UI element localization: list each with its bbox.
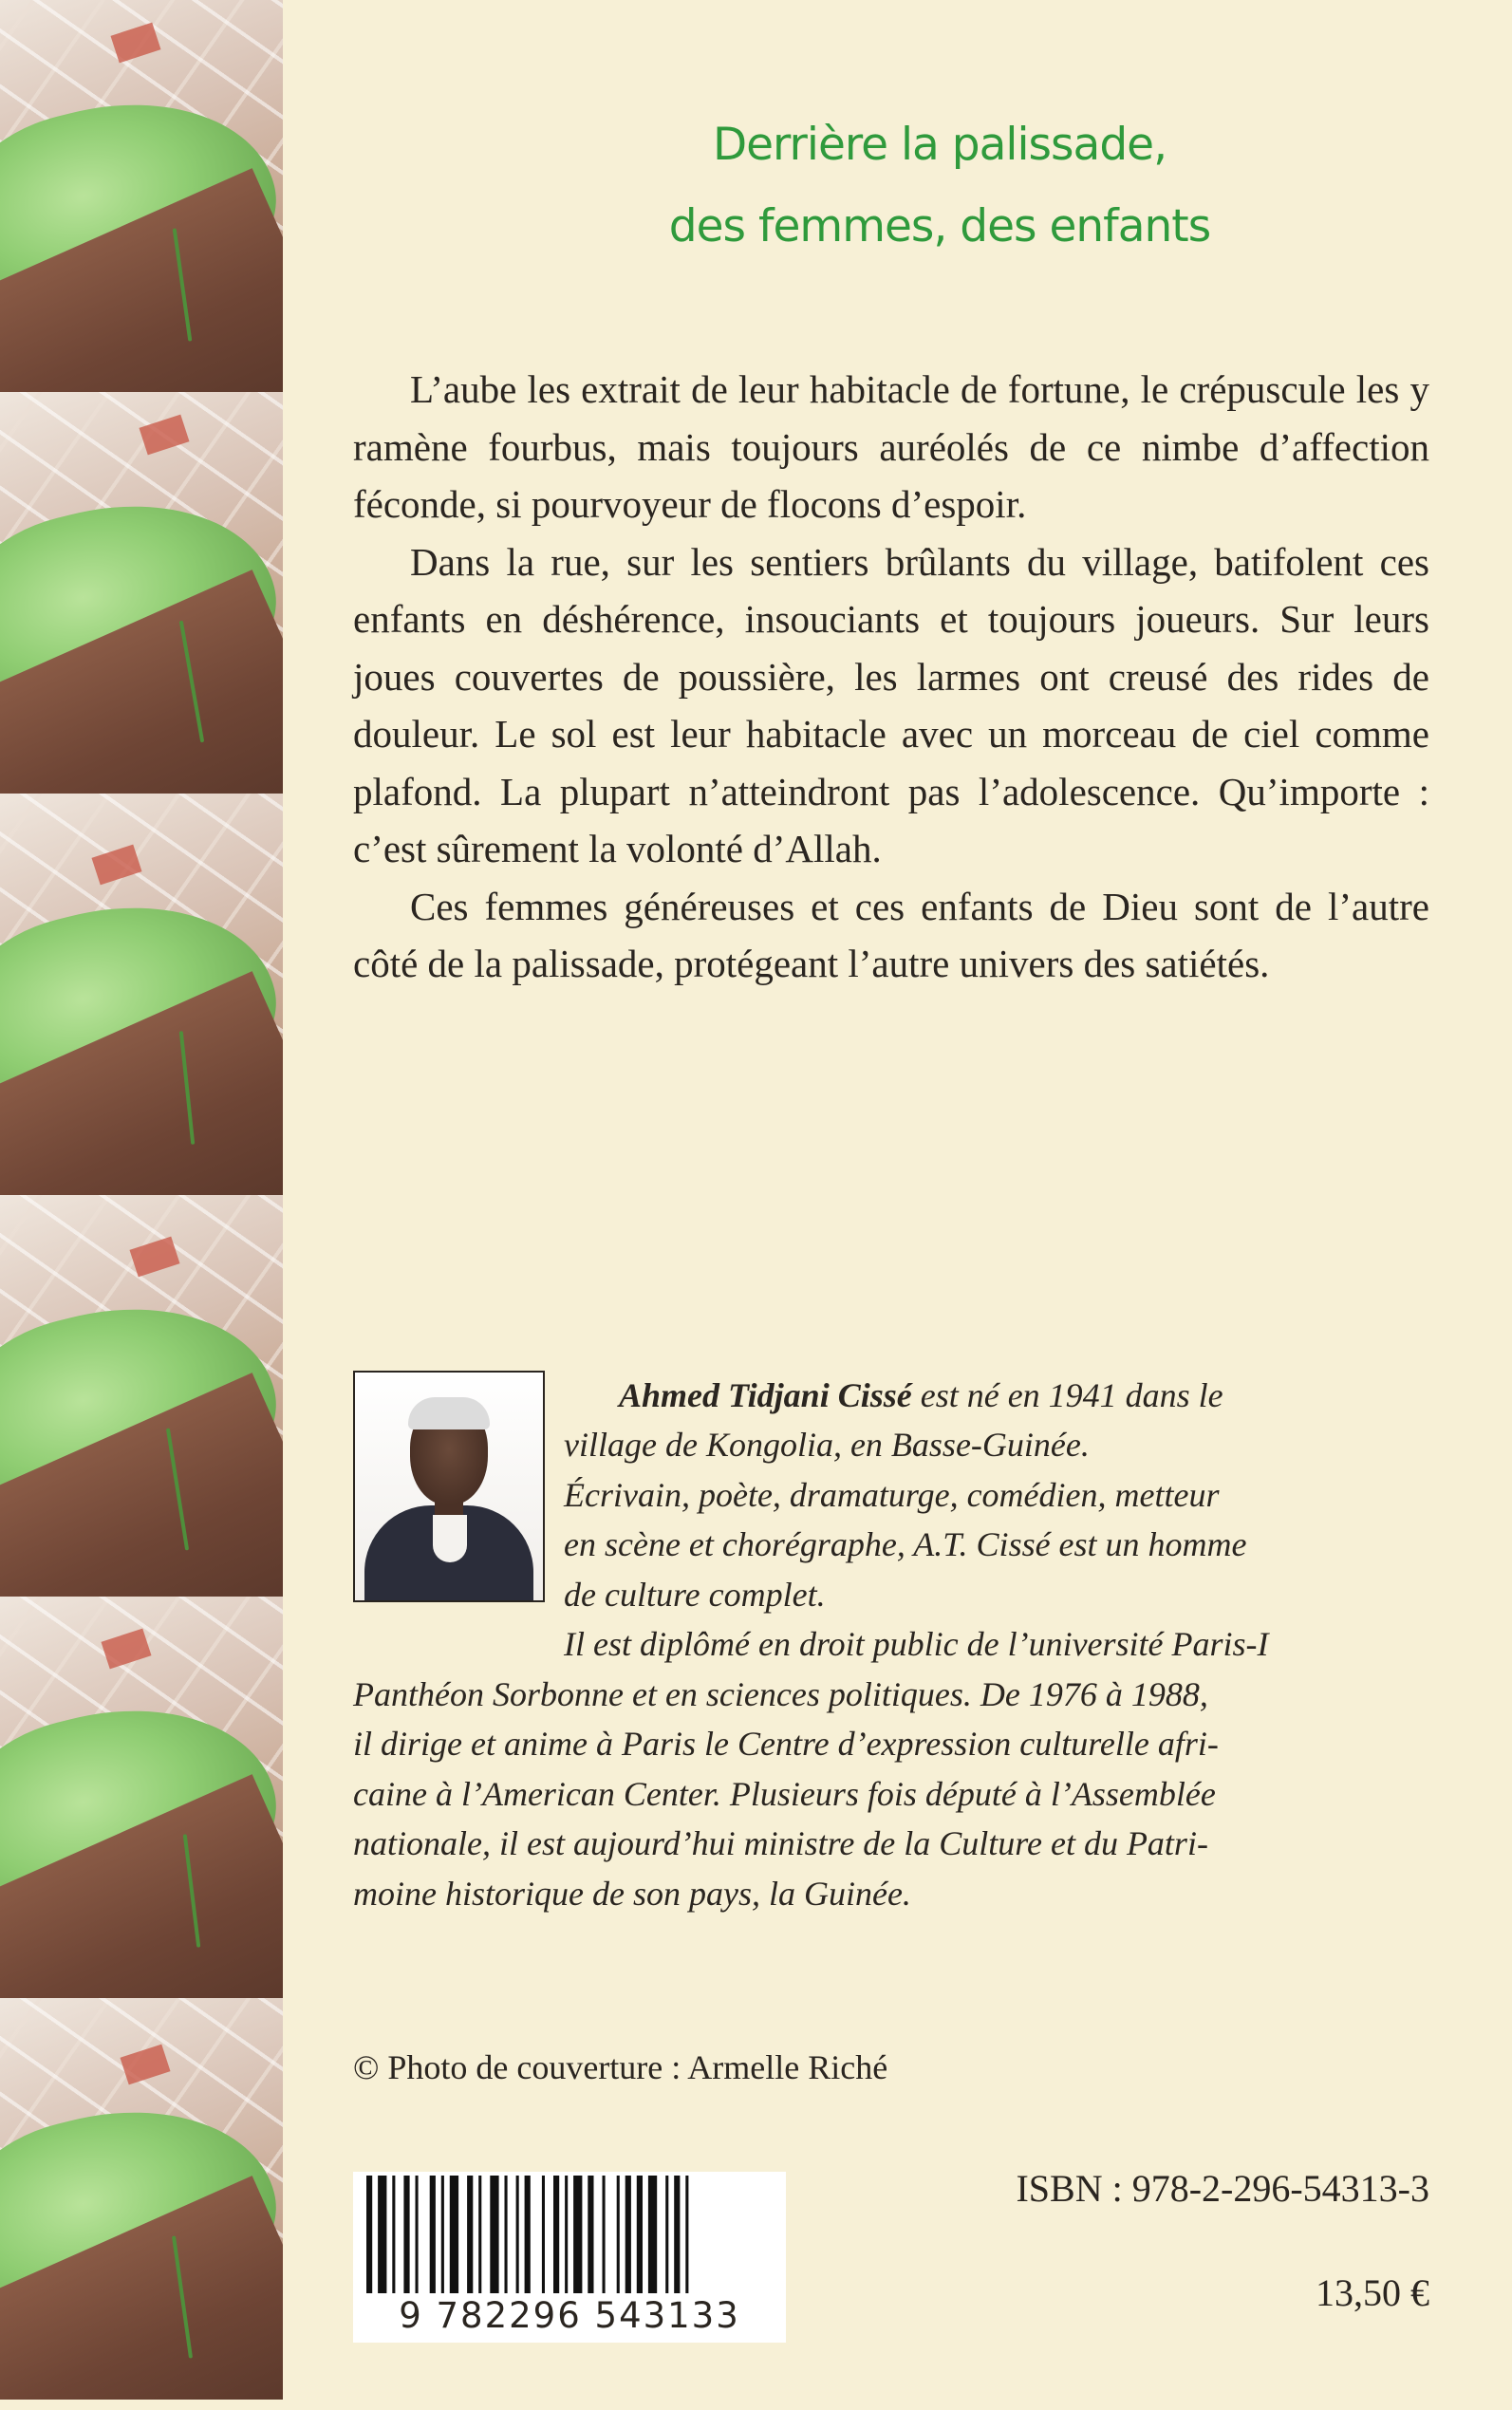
bio-line: de culture complet. [564, 1576, 826, 1614]
barcode-bar [516, 2176, 519, 2293]
photo-tile [0, 1597, 283, 1998]
photo-tile [0, 0, 283, 392]
bio-line: village de Kongolia, en Basse-Guinée. [564, 1426, 1090, 1464]
price: 13,50 € [1316, 2271, 1429, 2314]
barcode-bar [617, 2176, 620, 2293]
cover-photo-strip [0, 0, 283, 2410]
barcode-bar [505, 2176, 508, 2293]
barcode-bar [416, 2176, 419, 2293]
summary-paragraph: Ces femmes généreuses et ces enfants de Dieu sont de l’autre côté de la palissade, protégeant l’autre univers des satiétés. [353, 884, 1429, 985]
barcode-bar [441, 2176, 444, 2293]
barcode-bar [588, 2176, 593, 2293]
barcode-bar [625, 2176, 631, 2293]
book-title-line-2: des femmes, des enfants [668, 200, 1211, 252]
barcode-bar [637, 2176, 643, 2293]
summary-paragraph: Dans la rue, sur les sentiers brûlants du village, batifolent ces enfants en déshérence, insouciants et toujours joueurs. Sur leurs joues couvertes de poussière, les larmes ont creusé des rides de douleur. Le sol est leur habitacle avec un morceau de ciel comme plafond. La plupart n’atteindront pas l’adolescence. Qu’importe : c’est sûrement la volonté d’Allah. [353, 539, 1429, 870]
author-photo [353, 1371, 545, 1602]
barcode-bar [478, 2176, 481, 2293]
photo-tile [0, 794, 283, 1195]
barcode-bar [685, 2176, 688, 2293]
bio-line: nationale, il est aujourd’hui ministre de la Culture et du Patri- [353, 1824, 1208, 1862]
bio-line: Écrivain, poète, dramaturge, comédien, metteur [564, 1476, 1220, 1514]
barcode-bars [353, 2172, 786, 2297]
photo-tile [0, 392, 283, 794]
barcode-bar [603, 2176, 606, 2293]
summary-paragraph: L’aube les extrait de leur habitacle de fortune, le crépuscule les y ramène fourbus, mais toujours auréolés de ce nimbe d’affection féconde, si pourvoyeur de flocons d’espoir. [353, 367, 1429, 526]
barcode-bar [378, 2176, 386, 2293]
barcode-bar [553, 2176, 559, 2293]
bio-line: Panthéon Sorbonne et en sciences politiques. De 1976 à 1988, [353, 1675, 1208, 1713]
bio-line: Il est diplômé en droit public de l’université Paris-I [564, 1625, 1269, 1663]
barcode-number: 9 782296 543133 [399, 2295, 740, 2336]
bio-line: Ahmed Tidjani Cissé est né en 1941 dans le [619, 1376, 1223, 1414]
barcode-bar [392, 2176, 395, 2293]
barcode-bar [366, 2176, 372, 2293]
barcode-bar [403, 2176, 409, 2293]
barcode-bar [490, 2176, 498, 2293]
barcode-bar [648, 2176, 657, 2293]
barcode-bar [542, 2176, 545, 2293]
barcode-bar [467, 2176, 473, 2293]
bio-line: caine à l’American Center. Plusieurs fois député à l’Assemblée [353, 1775, 1216, 1813]
barcode-bar [674, 2176, 680, 2293]
bio-line: en scène et chorégraphe, A.T. Cissé est un homme [564, 1525, 1247, 1563]
book-title-line-1: Derrière la palissade, [712, 119, 1167, 171]
bio-line: il dirige et anime à Paris le Centre d’expression culturelle afri- [353, 1725, 1219, 1763]
author-name: Ahmed Tidjani Cissé [619, 1376, 912, 1414]
barcode-bar [573, 2176, 582, 2293]
barcode-bar [430, 2176, 436, 2293]
photo-credit: © Photo de couverture : Armelle Riché [353, 2048, 888, 2086]
back-cover-summary [353, 361, 1429, 993]
barcode-bar [565, 2176, 568, 2293]
barcode-bar [665, 2176, 668, 2293]
barcode-bar [450, 2176, 458, 2293]
photo-tile [0, 1998, 283, 2400]
isbn: ISBN : 978-2-296-54313-3 [1016, 2167, 1429, 2210]
bio-line: moine historique de son pays, la Guinée. [353, 1875, 911, 1913]
photo-tile [0, 1195, 283, 1597]
barcode-bar [525, 2176, 531, 2293]
